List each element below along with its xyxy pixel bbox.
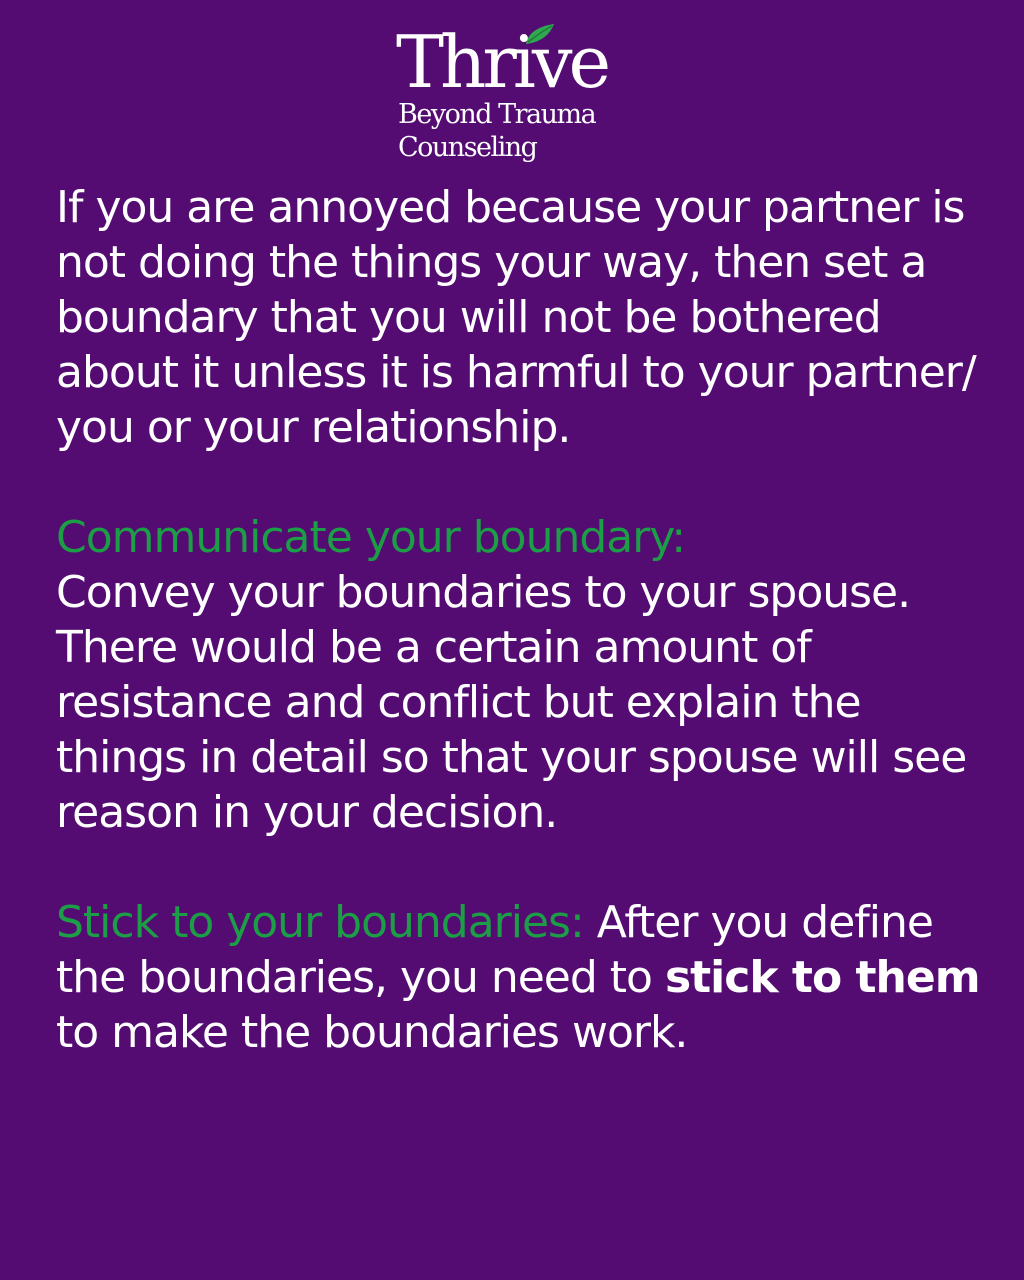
logo-line-3: Counseling [398, 132, 537, 163]
intro-paragraph: If you are annoyed because your partner is not doing the things your way, then set a boundary that you will not be bothered about it unless it is harmful to your partner/ you or your relationship. [56, 182, 976, 453]
stick-body-end: to make the boundaries work. [56, 1007, 688, 1058]
stick-body-start: After you define the boundaries, you need to [56, 897, 933, 1003]
communicate-section [56, 510, 986, 840]
logo-line-2: Beyond Trauma [398, 99, 596, 130]
communicate-body: Convey your boundaries to your spouse. There would be a certain amount of resistance and conflict but explain the things in detail so that your spouse will see reason in your decision. [56, 567, 967, 838]
communicate-heading: Communicate your boundary: [56, 512, 686, 563]
logo-name: Thrive [396, 20, 608, 104]
logo-subtitle [398, 98, 595, 164]
stick-heading: Stick to your boundaries: [56, 897, 584, 948]
main-text [56, 180, 986, 1115]
stick-section [56, 895, 986, 1060]
brand-logo [396, 22, 636, 172]
stick-body-bold: stick to them [664, 952, 980, 1003]
